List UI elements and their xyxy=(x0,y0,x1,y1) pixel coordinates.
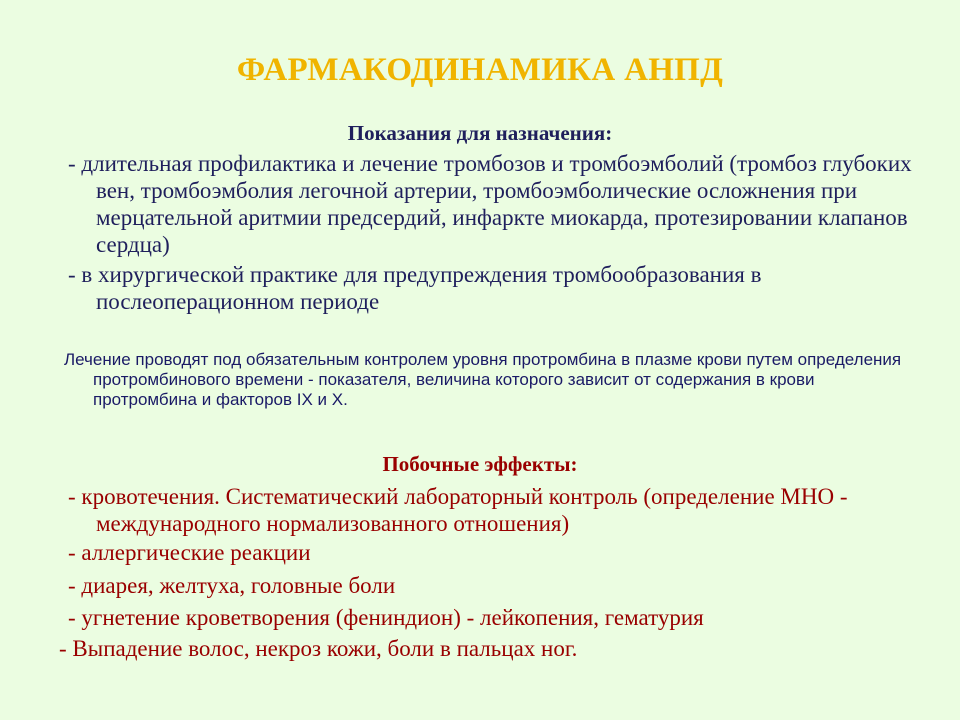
indication-item-2: - в хирургической практике для предупреждения тромбообразования в послеоперационном периоде xyxy=(68,262,762,314)
side-effect-item-2: - аллергические реакции xyxy=(68,540,311,565)
side-effect-item-5: - Выпадение волос, некроз кожи, боли в пальцах ног. xyxy=(59,636,578,661)
monitoring-note: Лечение проводят под обязательным контролем уровня протромбина в плазме крови путем определения протромбинового времени - показателя, величина которого зависит от содержания в крови протромбина и факторов IX и X. xyxy=(64,350,902,409)
side-effect-item-4: - угнетение кроветворения (фениндион) - лейкопения, гематурия xyxy=(68,605,704,630)
indication-item-1: - длительная профилактика и лечение тромбозов и тромбоэмболий (тромбоз глубоких вен, тромбоэмболия легочной артерии, тромбоэмболические осложнения при мерцательной аритмии предсердий, инфаркте миокарда, протезировании клапанов сердца) xyxy=(68,151,912,257)
side-effect-item-3: - диарея, желтуха, головные боли xyxy=(68,573,396,598)
side-effects-heading: Побочные эффекты: xyxy=(382,452,578,476)
indications-heading: Показания для назначения: xyxy=(347,121,613,145)
side-effect-item-1: - кровотечения. Систематический лабораторный контроль (определение МНО - международного нормализованного отношения) xyxy=(68,484,848,536)
slide-title: ФАРМАКОДИНАМИКА АНПД xyxy=(236,52,724,88)
